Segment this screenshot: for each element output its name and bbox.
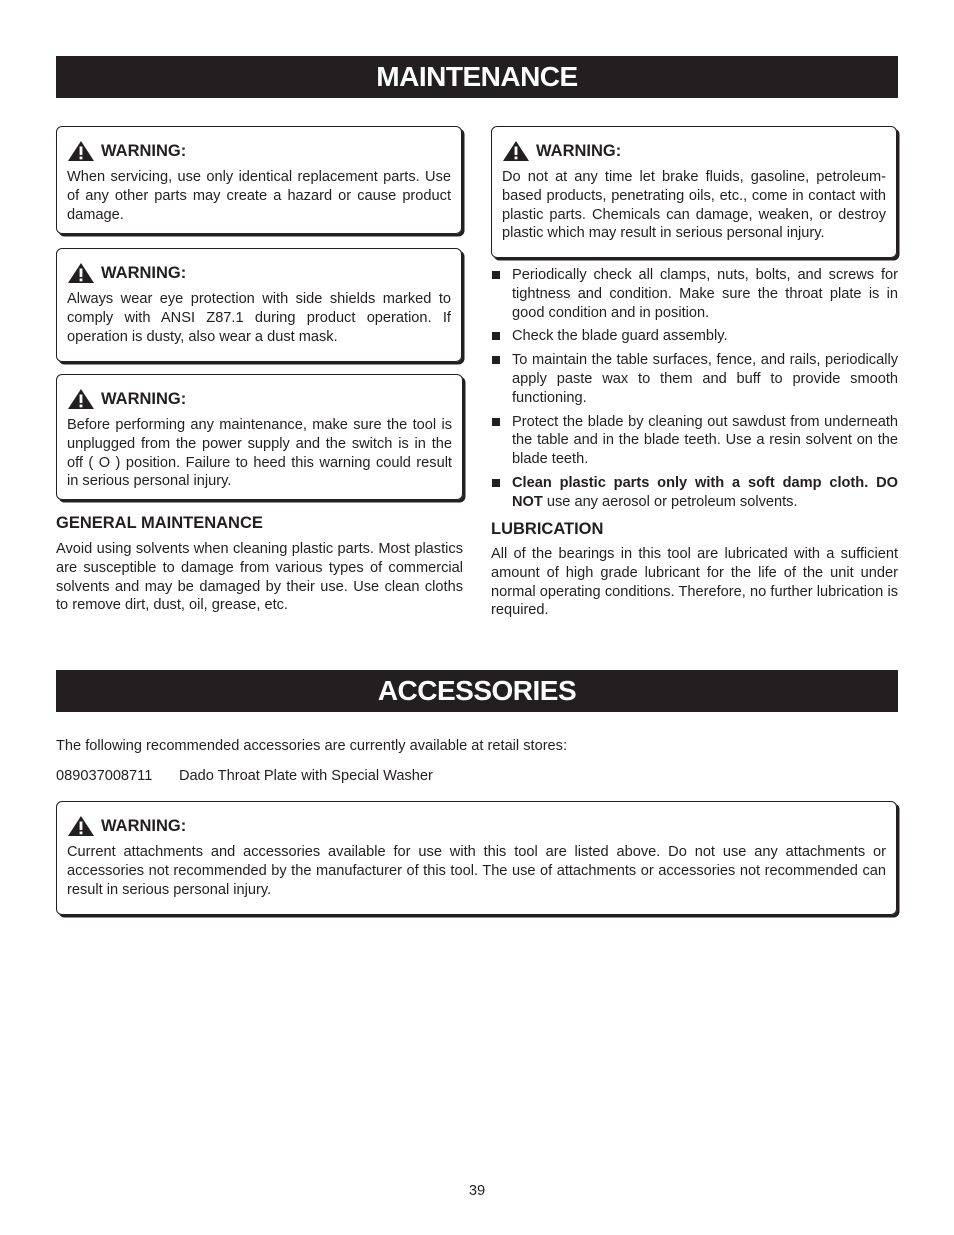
warning-header [67, 388, 452, 410]
lubrication-text: All of the bearings in this tool are lubricated with a sufficient amount of high grade lubricant for the life of the unit under normal operating conditions. Therefore, no further lubrication is required. [491, 546, 898, 619]
warning-header [67, 815, 886, 837]
warning-text: Before performing any maintenance, make sure the tool is unplugged from the power supply and the switch is in the off ( O ) position. Failure to heed this warning could result in serious personal injury. [67, 417, 452, 490]
list-item [491, 474, 898, 512]
maintenance-banner [56, 56, 898, 98]
general-maintenance-text: Avoid using solvents when cleaning plastic parts. Most plastics are susceptible to damage from various types of commercial solvents and may be damaged by their use. Use clean cloths to remove dirt, dust, oil, grease, etc. [56, 541, 463, 614]
list-item [491, 413, 898, 469]
bullet-square-icon [492, 332, 500, 340]
warning-text: Current attachments and accessories available for use with this tool are listed above. Do not use any attachments or accessories not recommended by the manufacturer of this tool. The use of attachments or accessories not recommended can result in serious personal injury. [67, 844, 886, 898]
accessory-item-number: 089037008711 [56, 768, 153, 784]
list-item [491, 351, 898, 407]
lubrication-heading: LUBRICATION [491, 520, 604, 538]
bullet-square-icon [492, 418, 500, 426]
warning-triangle-icon [67, 262, 95, 284]
accessory-item-name: Dado Throat Plate with Special Washer [179, 768, 433, 784]
bullet-text: To maintain the table surfaces, fence, and rails, periodically apply paste wax to them and buff to provide smooth functioning. [512, 352, 898, 406]
maintenance-title: MAINTENANCE [376, 61, 578, 92]
warning-triangle-icon [502, 140, 530, 162]
warning-label: WARNING: [101, 141, 187, 160]
warning-label: WARNING: [101, 263, 187, 282]
warning-box-accessories [56, 801, 897, 915]
warning-box-replacement-parts [56, 126, 462, 234]
accessories-title: ACCESSORIES [377, 675, 577, 706]
maintenance-bullet-list [491, 266, 898, 517]
bullet-text: Periodically check all clamps, nuts, bolts, and screws for tightness and condition. Make sure the throat plate is in good condition and in position. [512, 267, 898, 321]
bullet-text: Protect the blade by cleaning out sawdust from underneath the table and in the blade teeth. Use a resin solvent on the blade teeth. [512, 413, 898, 468]
warning-box-chemicals [491, 126, 897, 258]
bullet-text: Check the blade guard assembly. [512, 328, 728, 345]
warning-triangle-icon [67, 388, 95, 410]
bullet-square-icon [492, 479, 500, 487]
page-number: 39 [468, 1183, 486, 1199]
warning-text: Always wear eye protection with side shields marked to comply with ANSI Z87.1 during product operation. If operation is dusty, also wear a dust mask. [67, 291, 451, 345]
warning-header [502, 140, 886, 162]
accessories-intro: The following recommended accessories are currently available at retail stores: [56, 738, 568, 754]
warning-triangle-icon [67, 815, 95, 837]
warning-box-eye-protection [56, 248, 462, 362]
bullet-text: use any aerosol or petroleum solvents. [542, 493, 798, 510]
warning-label: WARNING: [101, 389, 187, 408]
list-item [491, 327, 898, 346]
bullet-square-icon [492, 356, 500, 364]
bullet-square-icon [492, 271, 500, 279]
warning-label: WARNING: [536, 141, 622, 160]
general-maintenance-heading: GENERAL MAINTENANCE [56, 514, 263, 532]
warning-header [67, 140, 451, 162]
warning-text: Do not at any time let brake fluids, gasoline, petroleum-based products, penetrating oils, etc., come in contact with plastic parts. Chemicals can damage, weaken, or destroy plastic which may result in serious personal injury. [502, 169, 886, 242]
warning-triangle-icon [67, 140, 95, 162]
warning-box-unplug-tool [56, 374, 463, 500]
list-item [491, 266, 898, 322]
bullet-text-bold: Clean plastic parts only with a soft damp cloth. DO NOT [512, 474, 898, 510]
warning-text: When servicing, use only identical replacement parts. Use of any other parts may create a hazard or cause product damage. [67, 169, 451, 223]
warning-header [67, 262, 451, 284]
warning-label: WARNING: [101, 816, 187, 835]
accessories-banner [56, 670, 898, 712]
